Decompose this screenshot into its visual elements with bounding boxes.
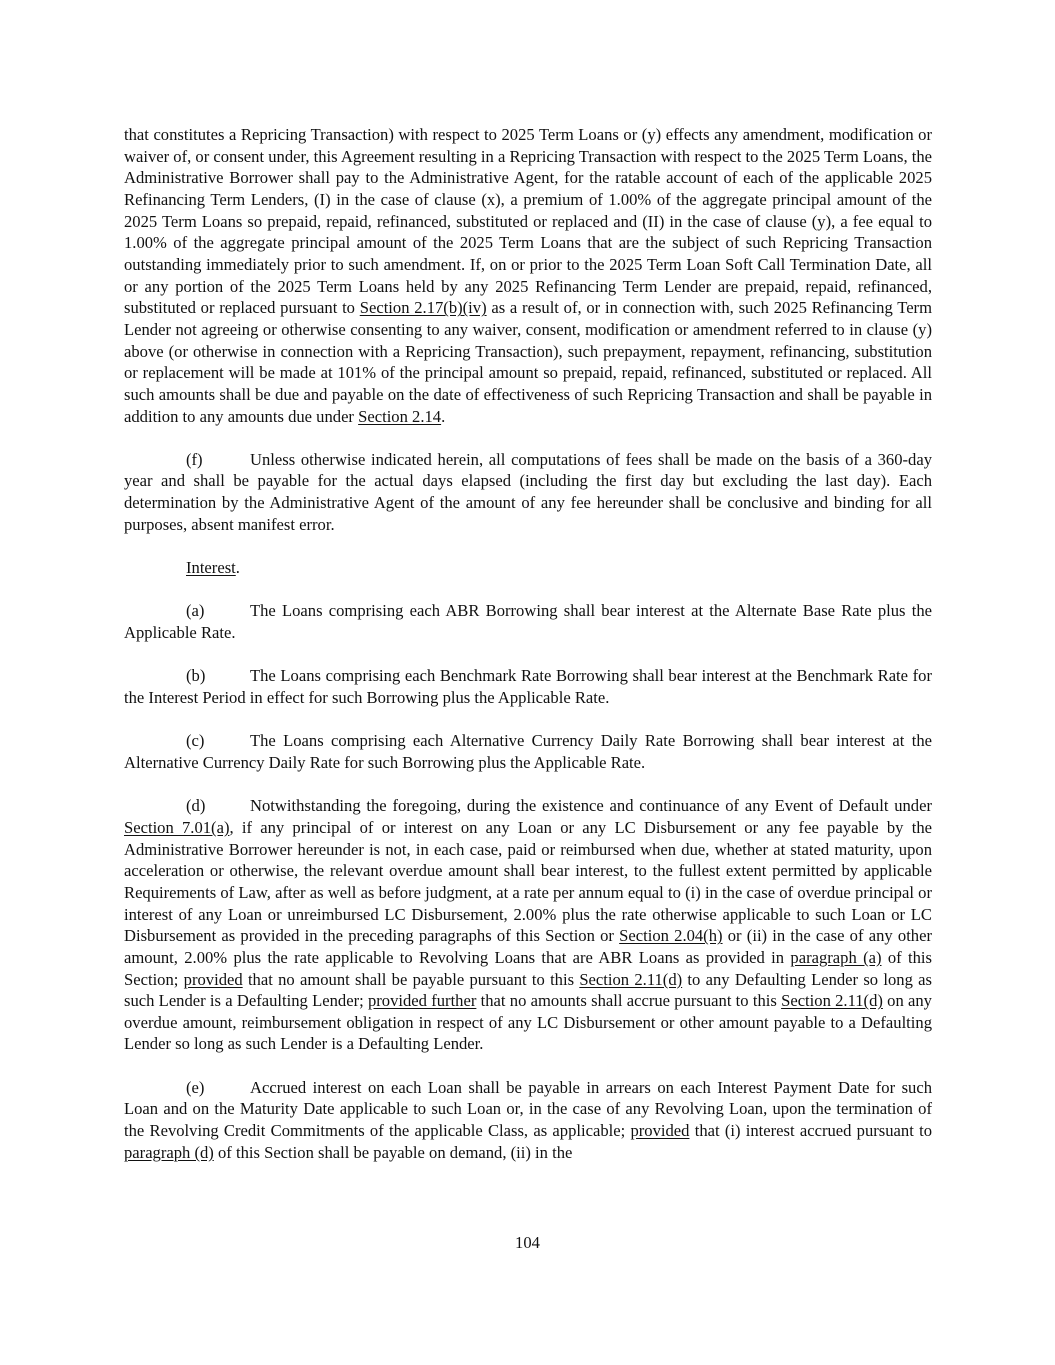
paragraph-reference: paragraph (a) (790, 947, 882, 967)
paragraph-text: The Loans comprising each Alternative Currency Daily Rate Borrowing shall bear interest at the Alternative Currency Daily Rate for such Borrowing plus the Applicable Rate. (124, 731, 932, 772)
text-run: Accrued interest on each Loan shall be payable in arrears on each Interest Payment Date for such Loan and on the Maturity Date applicable to such Loan or, in the case of any Revolving Loan, upon the termination of the Revolving Credit Commitments of the applicable Class, as applicable; (124, 1077, 932, 1141)
paragraph-label: (f) (186, 449, 203, 469)
paragraph-label: (a) (186, 601, 205, 621)
paragraph-text: Unless otherwise indicated herein, all computations of fees shall be made on the basis of a 360-day year and shall be payable for the actual days elapsed (including the first day but excluding the last day). Each determination by the Administrative Agent of the amount of any fee hereunder shall be conclusive and binding for all purposes, absent manifest error. (124, 449, 932, 534)
text-run: that no amount shall be payable pursuant to this (242, 969, 580, 989)
proviso-term: provided (183, 969, 243, 989)
paragraph-label: (e) (186, 1077, 205, 1097)
section-reference: Section 2.14 (358, 406, 442, 426)
text-run: that constitutes a Repricing Transaction) with respect to 2025 Term Loans or (y) effects any amendment, modification or waiver of, or consent under, this Agreement resulting in a Repricing Transaction with respect to the 2025 Term Loans, the Administrative Borrower shall pay to the Administrative Agent, for the ratable account of each of the applicable 2025 Refinancing Term Lenders, (I) in the case of clause (x), a premium of 1.00% of the aggregate principal amount of the 2025 Term Loans so prepaid, repaid, refinanced, substituted or replaced and (II) in the case of clause (y), a fee equal to 1.00% of the aggregate principal amount of the 2025 Term Loans that are the subject of such Repricing Transaction outstanding immediately prior to such amendment. If, on or prior to the 2025 Term Loan Soft Call Termination Date, all or any portion of the 2025 Term Loans held by any 2025 Refinancing Term Lender are prepaid, repaid, refinanced, substituted or replaced pursuant to (124, 125, 933, 318)
paragraph-f (124, 449, 932, 536)
text-run: of this Section shall be payable on demand, (ii) in the (213, 1142, 573, 1162)
page-number: 104 (515, 1233, 540, 1252)
section-reference: Section 7.01(a) (124, 817, 230, 837)
text-run: on any overdue amount, reimbursement obligation in respect of any LC Disbursement or other amount payable to a Defaulting Lender so long as such Lender is a Defaulting Lender. (124, 991, 932, 1054)
paragraph-text: The Loans comprising each Benchmark Rate Borrowing shall bear interest at the Benchmark Rate for the Interest Period in effect for such Borrowing plus the Applicable Rate. (124, 666, 932, 707)
paragraph-c (124, 730, 932, 773)
text-run: of this Section; (124, 947, 932, 989)
text-run: or (ii) in the case of any other amount, 2.00% plus the rate applicable to Revolving Loans that are ABR Loans as provided in (124, 926, 932, 967)
section-reference: Section 2.04(h) (619, 926, 723, 946)
paragraph-reference: paragraph (d) (124, 1142, 214, 1162)
section-reference: Section 2.11(d) (781, 991, 883, 1011)
paragraph-label: (c) (186, 731, 205, 751)
paragraph-a (124, 600, 932, 643)
section-reference: Section 2.11(d) (579, 969, 683, 989)
continuation-paragraph (124, 124, 932, 427)
paragraph-e (124, 1077, 932, 1164)
section-title: Interest (186, 558, 236, 578)
paragraph-b (124, 665, 932, 708)
text-run: . (235, 558, 240, 578)
document-body (124, 124, 932, 1185)
text-run: that (i) interest accrued pursuant to (689, 1121, 932, 1141)
proviso-term: provided (630, 1121, 690, 1141)
section-heading (124, 557, 932, 579)
paragraph-label: (b) (186, 666, 206, 686)
paragraph-label: (d) (186, 796, 206, 816)
proviso-term: provided further (367, 991, 477, 1011)
paragraph-text: The Loans comprising each ABR Borrowing shall bear interest at the Alternate Base Rate plus the Applicable Rate. (124, 601, 932, 643)
text-run: . (441, 406, 446, 426)
text-run: to any Defaulting Lender so long as such Lender is a Defaulting Lender; (124, 969, 932, 1011)
text-run: that no amounts shall accrue pursuant to this (476, 991, 782, 1011)
text-run: as a result of, or in connection with, such 2025 Refinancing Term Lender not agreeing or otherwise consenting to any waiver, consent, modification or amendment referred to in clause (y) above (or otherwise in connection with a Repricing Transaction), such prepayment, repayment, refinancing, substitution or replacement will be made at 101% of the principal amount so prepaid, repaid, refinanced, substituted or replaced. All such amounts shall be due and payable on the date of effectiveness of such Repricing Transaction and shall be payable in addition to any amounts due under (124, 298, 932, 426)
text-run: Notwithstanding the foregoing, during the existence and continuance of any Event of Default under (250, 796, 932, 816)
text-run: , if any principal of or interest on any Loan or any LC Disbursement or any fee payable by the Administrative Borrower hereunder is not, in each case, paid or reimbursed when due, whether at stated maturity, upon acceleration or otherwise, the relevant overdue amount shall bear interest, to the fullest extent permitted by applicable Requirements of Law, after as well as before judgment, at a rate per annum equal to (i) in the case of overdue principal or interest of any Loan or unreimbursed LC Disbursement, 2.00% plus the rate otherwise applicable to such Loan or LC Disbursement as provided in the preceding paragraphs of this Section or (124, 817, 932, 946)
section-reference: Section 2.17(b)(iv) (359, 298, 487, 318)
paragraph-d (124, 795, 932, 1055)
